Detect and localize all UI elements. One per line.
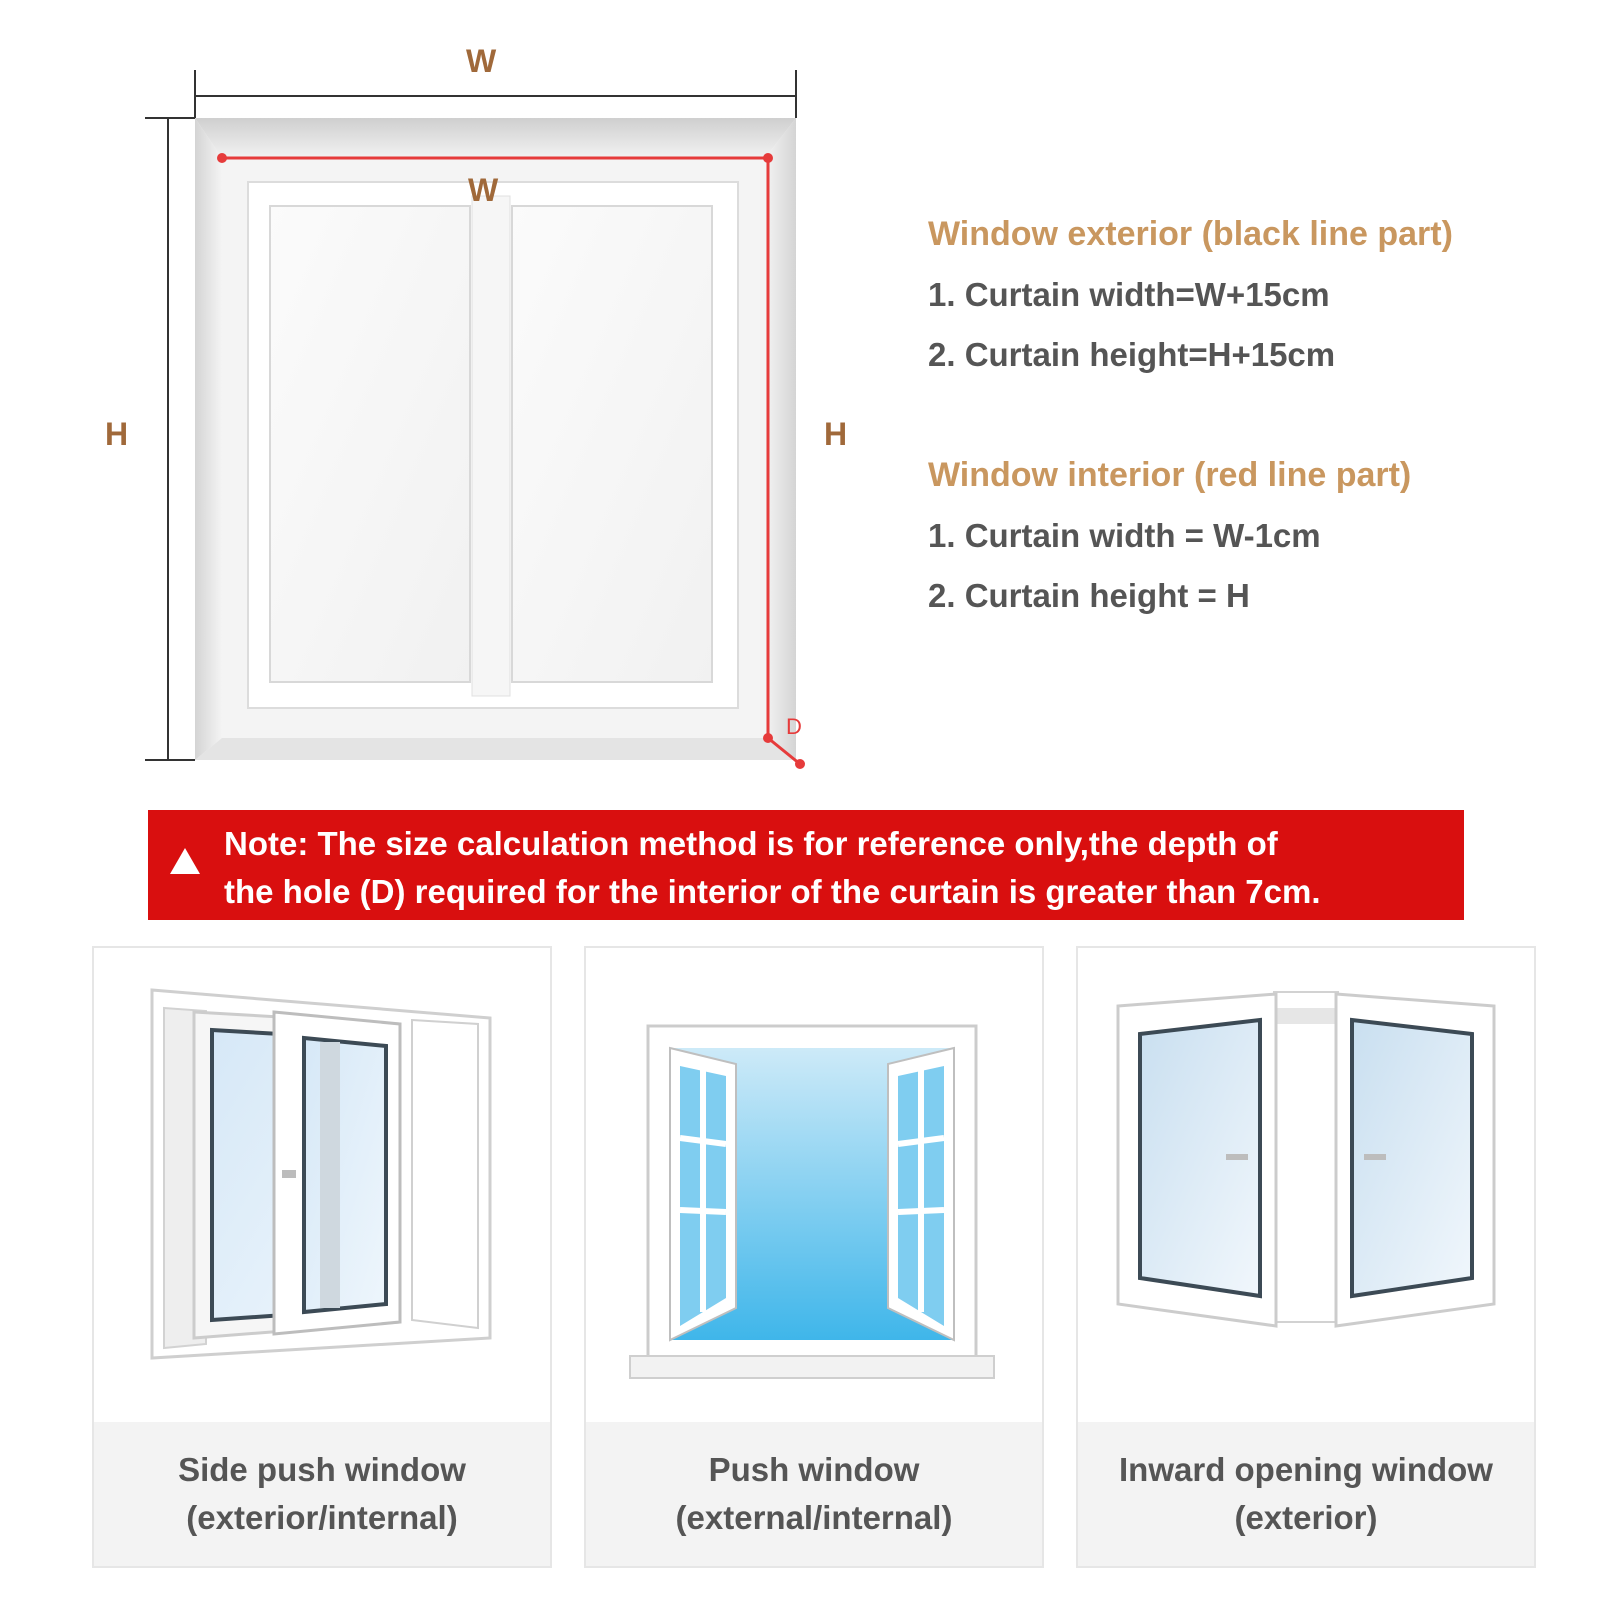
recess-right (765, 118, 796, 760)
push-window-image (586, 948, 1042, 1422)
note-line-2: the hole (D) required for the interior of the curtain is greater than 7cm. (224, 873, 1321, 910)
side-push-window-image (94, 948, 550, 1422)
warning-icon (168, 846, 202, 876)
note-line-1: Note: The size calculation method is for reference only,the depth of (224, 825, 1278, 862)
interior-width-rule: 1. Curtain width = W-1cm (928, 517, 1321, 554)
exterior-width-rule: 1. Curtain width=W+15cm (928, 276, 1330, 313)
push-window-title: Push window (708, 1451, 920, 1488)
exterior-height-rule: 2. Curtain height=H+15cm (928, 336, 1336, 373)
push-window-subtitle: (external/internal) (675, 1499, 953, 1536)
card-inward-opening-window (1076, 946, 1536, 1568)
inward-opening-window-title: Inward opening window (1119, 1451, 1493, 1488)
note-banner (148, 810, 1464, 920)
exterior-heading: Window exterior (black line part) (928, 215, 1453, 253)
recess-left (195, 118, 222, 760)
interior-height-rule: 2. Curtain height = H (928, 577, 1250, 614)
recess-bottom (195, 738, 796, 760)
mullion (472, 196, 510, 696)
inward-opening-window-caption (1078, 1422, 1534, 1566)
depth-label: D (786, 714, 802, 739)
right-height-label: H (824, 416, 848, 452)
side-push-window-subtitle: (exterior/internal) (186, 1499, 458, 1536)
inward-opening-window-subtitle: (exterior) (1234, 1499, 1378, 1536)
inner-width-label: W (468, 172, 499, 208)
note-text (224, 820, 1321, 916)
inward-opening-window-image (1078, 948, 1534, 1422)
left-height-label: H (105, 416, 129, 452)
left-pane (270, 206, 470, 682)
window-diagram-graphic (0, 0, 880, 790)
right-pane (512, 206, 712, 682)
window-diagram (0, 0, 880, 790)
side-push-window-caption (94, 1422, 550, 1566)
recess-top (195, 118, 796, 158)
card-push-window (584, 946, 1044, 1568)
push-window-caption (586, 1422, 1042, 1566)
side-push-window-title: Side push window (178, 1451, 466, 1488)
top-width-label: W (466, 43, 497, 79)
card-side-push-window (92, 946, 552, 1568)
interior-heading: Window interior (red line part) (928, 456, 1412, 494)
